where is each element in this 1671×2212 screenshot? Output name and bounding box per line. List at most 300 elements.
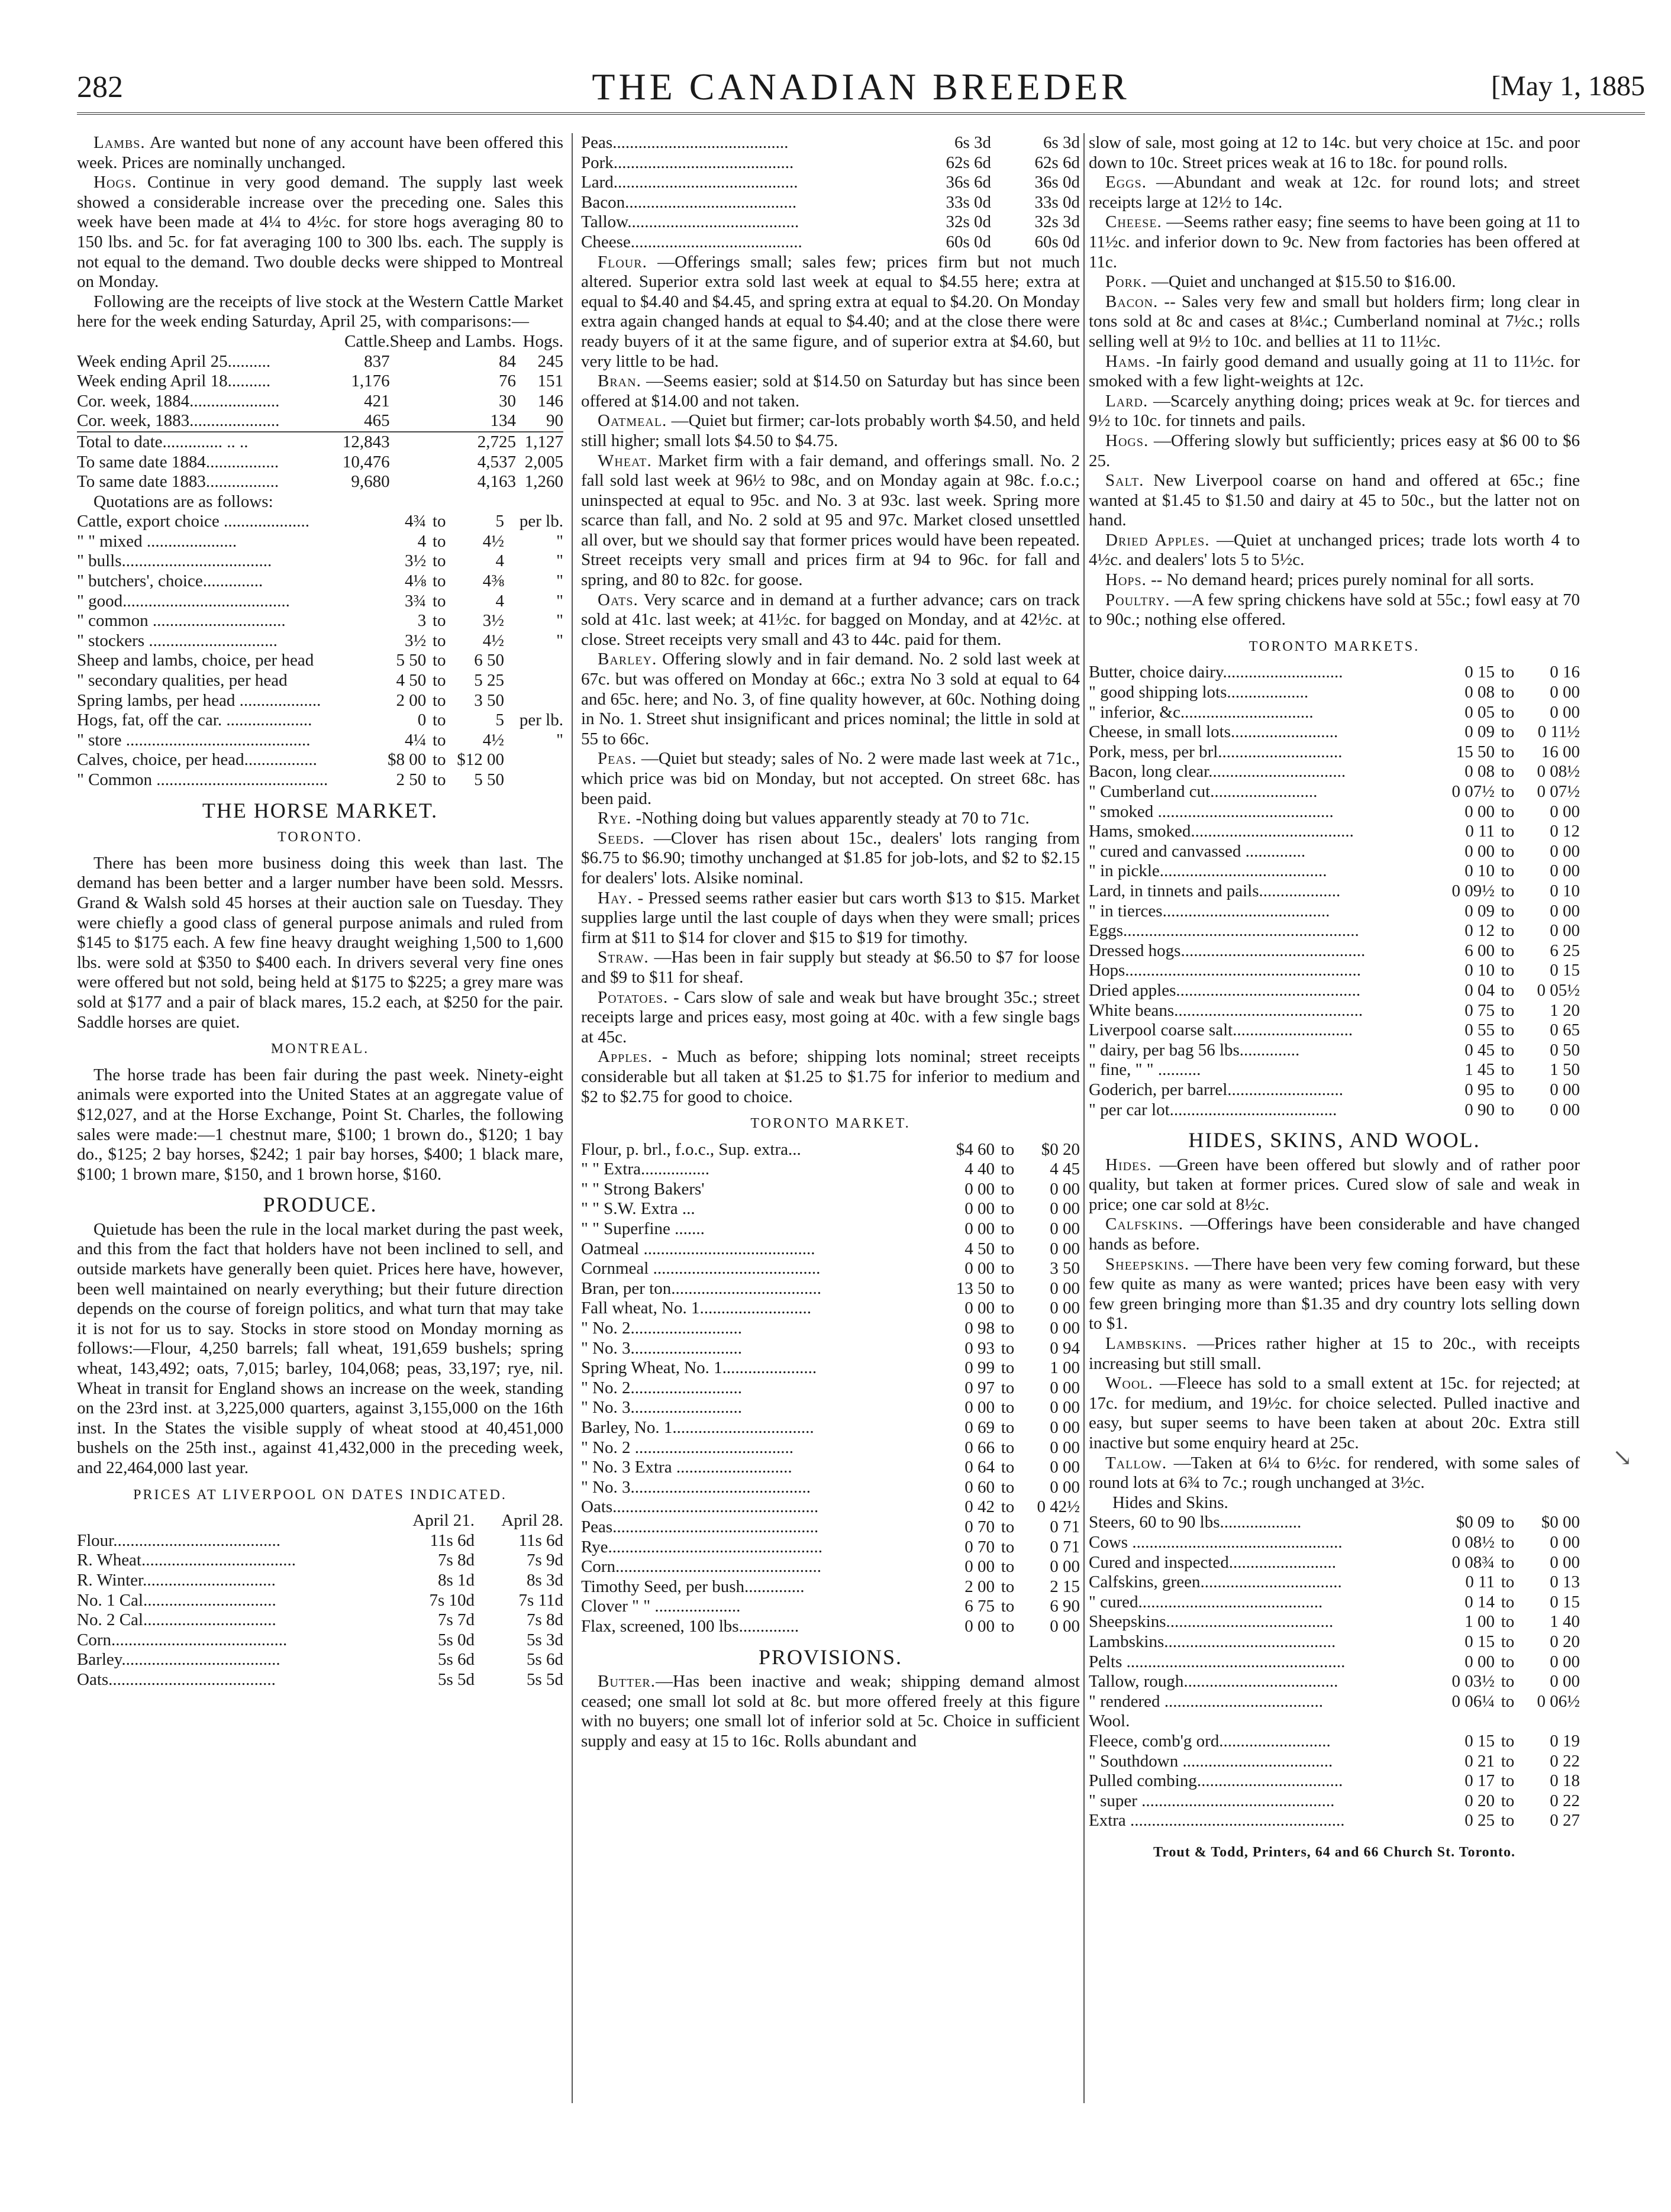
printer-imprint: Trout & Todd, Printers, 64 and 66 Church St. Toronto. xyxy=(1153,1844,1516,1860)
paragraph-text: —Seems easier; sold at $14.50 on Saturday but has since been offered at $14.00 and not taken. xyxy=(581,372,1080,411)
price-unit xyxy=(504,691,563,711)
paragraph-lead: Hay. xyxy=(598,888,633,908)
row-label: Spring Wheat, No. 1...................... xyxy=(581,1358,817,1378)
quotation-row xyxy=(77,671,563,691)
price-to: 0 00 xyxy=(1550,921,1580,941)
price-from: 0 97 xyxy=(964,1378,995,1397)
hogs-text: Continue in very good demand. The supply last week showed a considerable increase over the preceding one. Sales this week have been made at 4¼ to 4½c. for store hogs averaging 80 to 150 lbs. and 5c. for fat averaging 100 to 300 lbs. each. The supply is not equal to the demand. Two double decks were shipped to Montreal on Monday. xyxy=(77,173,564,292)
price-to: 1 20 xyxy=(1550,1000,1580,1020)
row-label: Fleece, comb'g ord.......................... xyxy=(1089,1731,1331,1751)
to-word: to xyxy=(432,631,446,650)
quotation-row xyxy=(77,551,563,571)
receipts-header-sheep: Sheep and Lambs. xyxy=(389,331,516,351)
price-to: 16 00 xyxy=(1541,742,1580,761)
paragraph-lead: Barley. xyxy=(598,650,657,669)
to-word: to xyxy=(1501,1672,1515,1691)
liverpool-row xyxy=(77,1531,563,1551)
wool-table xyxy=(1089,1732,1580,1831)
price-april28: 5s 6d xyxy=(526,1650,563,1670)
row-label: No. 1 Cal............................... xyxy=(77,1590,276,1610)
row-label: Corn......................................... xyxy=(77,1630,288,1649)
price-to: $12 00 xyxy=(457,750,504,770)
price-april21: 5s 6d xyxy=(437,1650,475,1670)
hides-row xyxy=(1089,1533,1580,1553)
row-label: Cattle, export choice .................... xyxy=(77,512,310,531)
paragraph-text: —A few spring chickens have sold at 55c.; fowl easy at 70 to 90c.; nothing else offered. xyxy=(1089,590,1580,629)
market-row xyxy=(1089,742,1580,763)
price-april21: 7s 7d xyxy=(437,1610,475,1630)
provisions-heading: PROVISIONS. xyxy=(758,1645,903,1669)
market-report-paragraph xyxy=(581,889,1080,948)
market-row xyxy=(581,1458,1080,1478)
market-report-paragraph xyxy=(581,590,1080,650)
row-label: Timothy Seed, per bush.............. xyxy=(581,1577,805,1596)
price-to: 0 00 xyxy=(1050,1557,1080,1577)
price-unit xyxy=(504,671,563,691)
price-to: 3½ xyxy=(482,611,504,631)
price-from: 0 06¼ xyxy=(1451,1691,1495,1711)
row-label: " store ........................................... xyxy=(77,730,311,750)
provisions-paragraph xyxy=(1089,173,1580,212)
receipts-row xyxy=(77,392,563,412)
column-3 xyxy=(1089,133,1580,1862)
price-from: 0 42 xyxy=(964,1497,995,1517)
price-from: 0 95 xyxy=(1464,1080,1495,1099)
price-to: 0 00 xyxy=(1050,1179,1080,1199)
market-row xyxy=(581,1219,1080,1239)
paragraph-lead: Wheat. xyxy=(598,451,652,470)
row-label: Cured and inspected......................... xyxy=(1089,1552,1337,1572)
row-label: Cor. week, 1884..................... xyxy=(77,391,280,411)
to-word: to xyxy=(1001,1517,1015,1536)
price-april28: 5s 5d xyxy=(526,1670,563,1689)
row-label: " super ............................................. xyxy=(1089,1791,1335,1810)
to-word: to xyxy=(1001,1398,1015,1417)
to-word: to xyxy=(1501,861,1515,881)
price-from: 2 00 xyxy=(964,1577,995,1596)
price-to: 5 xyxy=(495,711,504,730)
price-april21: 60s 0d xyxy=(946,232,991,251)
market-row xyxy=(581,1358,1080,1378)
column-divider-2 xyxy=(1083,133,1085,2103)
butter-text: —Has been inactive and weak; shipping demand almost ceased; one small lot sold at 8c. but more offered freely at this figure with no buyers; one small lot of inferior sold at 5c. Choice in sufficient supply and easy at 15 to 16c. Rolls abundant and xyxy=(581,1672,1080,1751)
hides-paragraph xyxy=(1089,1454,1580,1493)
to-word: to xyxy=(1001,1497,1015,1517)
paragraph-lead: Oatmeal. xyxy=(598,411,667,431)
masthead-title: THE CANADIAN BREEDER xyxy=(592,66,1130,108)
to-word: to xyxy=(1501,1691,1515,1711)
paragraph-lead: Straw. xyxy=(598,948,649,967)
market-row xyxy=(581,1180,1080,1200)
market-row xyxy=(581,1398,1080,1418)
liverpool-header-april28: April 28. xyxy=(501,1511,563,1530)
hides-row xyxy=(1089,1692,1580,1712)
price-unit xyxy=(504,750,563,770)
lambs-text: Are wanted but none of any account have been offered this week. Prices are nominally unchanged. xyxy=(77,133,564,172)
paragraph-text: —Quiet but steady; sales of No. 2 were made last week at 71c., which price was bid on Monday, but not accepted. On street 68c. has been paid. xyxy=(581,749,1080,808)
price-from: 0 99 xyxy=(964,1358,995,1378)
to-word: to xyxy=(1501,961,1515,980)
price-from: 4 40 xyxy=(964,1160,995,1179)
sheep-count: 134 xyxy=(490,411,516,431)
paragraph-lead: Calfskins. xyxy=(1105,1215,1184,1234)
paragraph-lead: Bran. xyxy=(598,372,641,391)
row-label: Flax, screened, 100 lbs.............. xyxy=(581,1616,799,1636)
price-from: 0 00 xyxy=(964,1219,995,1239)
to-word: to xyxy=(1001,1438,1015,1457)
liverpool-heading: PRICES AT LIVERPOOL ON DATES INDICATED. xyxy=(133,1487,507,1503)
row-label: Goderich, per barrel........................... xyxy=(1089,1080,1344,1099)
price-to: 0 15 xyxy=(1550,1592,1580,1612)
paragraph-text: —There have been very few coming forward, but these few quite as many as were wanted; prices have been easy with very few green bringing more than $1.35 and dry country lots selling down to $1. xyxy=(1089,1254,1580,1333)
butter-paragraph-continued: slow of sale, most going at 12 to 14c. but very choice at 15c. and poor down to 10c. Street prices weak at 16 to 18c. for pound rolls. xyxy=(1089,133,1580,172)
market-row xyxy=(1089,941,1580,961)
to-word: to xyxy=(432,512,446,531)
produce-paragraph: Quietude has been the rule in the local market during the past week, and this from the fact that holders have not been inclined to sell, and outside markets have generally been quiet. Prices here have, however, been well maintained on nearly everything; but their future direction depends on the course of foreign politics, and what turn that may take it is not for us to say. Stocks in store stood on Monday morning as follows:—Flour, 4,250 barrels; fall wheat, 191,659 bushels; spring wheat, 143,492; oats, 7,015; barley, 104,068; peas, 33,197; rye, nil. Wheat in transit for England shows an increase on the week, standing on the 23rd inst. at 3,225,000 quarters, against 3,155,000 on the 16th inst. In the States the visible supply of wheat stood at 40,451,000 bushels on the 25th inst., against 41,432,000 in the preceding week, and 22,464,000 last year. xyxy=(77,1219,563,1477)
receipts-header-row xyxy=(77,332,563,352)
row-label: Lard, in tinnets and pails................... xyxy=(1089,881,1341,900)
row-label: " bulls................................... xyxy=(77,551,272,571)
quotation-row xyxy=(77,691,563,711)
column-2 xyxy=(581,133,1080,1752)
row-label: R. Winter............................... xyxy=(77,1570,276,1590)
paragraph-text: -- Sales very few and small but holders firm; long clear in tons sold at 8c and cases at 8¼c.; Cumberland nominal at 7½c.; rolls selling well at 9½ to 10c. and bellies at 11 to 11½c. xyxy=(1089,292,1580,351)
price-to: 3 50 xyxy=(1050,1259,1080,1278)
sheep-count: 4,537 xyxy=(477,452,516,472)
price-to: 6 50 xyxy=(474,651,504,670)
hides-row xyxy=(1089,1652,1580,1672)
price-to: 0 22 xyxy=(1550,1751,1580,1771)
market-row xyxy=(1089,663,1580,683)
hogs-paragraph xyxy=(77,173,563,292)
row-label: Cheese........................................ xyxy=(581,232,802,251)
paragraph-lead: Pork. xyxy=(1105,272,1147,292)
row-label: " smoked ......................................... xyxy=(1089,802,1334,821)
price-to: 0 00 xyxy=(1550,901,1580,921)
paragraph-text: —Clover has risen about 15c., dealers' lots ranging from $6.75 to $6.90; timothy unchanged at $1.85 for job-lots, and $2 to $2.15 for dealers' lots. Alsike nominal. xyxy=(581,828,1080,887)
price-to: $0 00 xyxy=(1541,1513,1580,1532)
price-april28: 7s 9d xyxy=(526,1551,563,1570)
row-label: Barley, No. 1................................. xyxy=(581,1418,814,1437)
to-word: to xyxy=(432,611,446,631)
price-to: 0 15 xyxy=(1550,961,1580,980)
row-label: Sheep and lambs, choice, per head xyxy=(77,651,314,670)
row-label: " No. 3.......................... xyxy=(581,1338,743,1358)
row-label: " No. 2.......................... xyxy=(581,1378,743,1397)
market-report-paragraph xyxy=(581,451,1080,590)
price-to: 0 12 xyxy=(1550,822,1580,841)
price-from: 0 08 xyxy=(1464,762,1495,782)
to-word: to xyxy=(1501,1592,1515,1612)
row-label: " " Strong Bakers' xyxy=(581,1179,705,1199)
to-word: to xyxy=(432,711,446,730)
market-row xyxy=(581,1160,1080,1180)
sheep-count: 30 xyxy=(499,391,516,411)
price-from: 0 14 xyxy=(1464,1592,1495,1612)
hides-row xyxy=(1089,1572,1580,1593)
to-word: to xyxy=(1501,1771,1515,1791)
paragraph-lead: Cheese. xyxy=(1105,212,1162,232)
price-april21: 8s 1d xyxy=(437,1570,475,1590)
market-report-paragraph xyxy=(581,650,1080,749)
liverpool-row xyxy=(77,1630,563,1651)
price-from: 0 xyxy=(417,711,427,730)
price-april21: 5s 5d xyxy=(437,1670,475,1689)
to-word: to xyxy=(1001,1179,1015,1199)
to-word: to xyxy=(1001,1338,1015,1358)
row-label: Sheepskins....................................... xyxy=(1089,1612,1334,1632)
price-from: 0 21 xyxy=(1464,1751,1495,1771)
price-from: 0 25 xyxy=(1464,1811,1495,1830)
to-word: to xyxy=(432,551,446,571)
price-to: 0 00 xyxy=(1050,1378,1080,1397)
provisions-paragraph xyxy=(1089,471,1580,531)
row-label: " No. 3.......................... xyxy=(581,1398,743,1417)
toronto-horse-paragraph: There has been more business doing this week than last. The demand has been better and a larger number have been sold. Messrs. Grand & Walsh sold 45 horses at their auction sale on Tuesday. They were chiefly a good class of general purpose animals and ruled from $145 to $175 each. A few fine heavy draught weighing 1,500 to 1,600 lbs. were sold at $350 to $400 each. In drivers several very fine ones were offered but not sold, being held at $175 to $225; a grey mare was sold at $177 and a pair of black mares, 15.2 each, at $250 for the pair. Saddle horses are quiet. xyxy=(77,853,563,1032)
price-from: 0 00 xyxy=(1464,841,1495,861)
paragraph-lead: Sheepskins. xyxy=(1105,1254,1190,1274)
cattle-count: 10,476 xyxy=(342,452,390,472)
issue-date: [May 1, 1885 xyxy=(1491,70,1645,102)
liverpool-row xyxy=(581,232,1080,253)
grain-market-reports xyxy=(581,253,1080,1107)
receipts-header-hogs: Hogs. xyxy=(522,331,563,351)
to-word: to xyxy=(1001,1278,1015,1298)
wool-row xyxy=(1089,1732,1580,1752)
market-row xyxy=(581,1597,1080,1617)
price-to: 0 00 xyxy=(1550,1532,1580,1552)
row-label: " inferior, &c............................... xyxy=(1089,702,1314,722)
quotation-row xyxy=(77,651,563,671)
price-unit: " xyxy=(556,551,563,571)
price-from: 4¼ xyxy=(405,730,427,750)
wool-subheading: Wool. xyxy=(1089,1712,1130,1731)
price-from: 0 00 xyxy=(964,1199,995,1219)
to-word: to xyxy=(1501,1552,1515,1572)
liverpool-row xyxy=(581,133,1080,153)
price-from: 0 10 xyxy=(1464,861,1495,881)
paragraph-lead: Flour. xyxy=(598,252,647,272)
paragraph-lead: Salt. xyxy=(1105,471,1144,490)
receipts-header-cattle: Cattle. xyxy=(344,331,390,351)
price-april28: 7s 11d xyxy=(518,1590,563,1610)
paragraph-lead: Dried Apples. xyxy=(1105,530,1210,550)
butter-paragraph xyxy=(581,1672,1080,1751)
price-unit: per lb. xyxy=(519,711,563,730)
market-row xyxy=(581,1279,1080,1299)
market-row xyxy=(1089,802,1580,822)
paragraph-text: - Much as before; shipping lots nominal; street receipts considerable but all taken at $1.25 to $1.75 for inferior to medium and $2 to $2.75 for good to choice. xyxy=(581,1047,1080,1106)
price-from: 0 09 xyxy=(1464,901,1495,921)
row-label: Clover " " .................... xyxy=(581,1597,741,1616)
price-from: 13 50 xyxy=(956,1278,995,1298)
market-row xyxy=(581,1438,1080,1458)
price-to: 0 07½ xyxy=(1537,782,1580,801)
row-label: " Cumberland cut......................... xyxy=(1089,782,1318,801)
row-label: " No. 2 ..................................... xyxy=(581,1438,794,1457)
price-from: 4 xyxy=(417,531,427,551)
market-row xyxy=(581,1259,1080,1279)
market-row xyxy=(1089,881,1580,902)
provisions-paragraph xyxy=(1089,272,1580,292)
hides-row xyxy=(1089,1593,1580,1613)
market-row xyxy=(1089,1060,1580,1080)
to-word: to xyxy=(1501,1751,1515,1771)
market-row xyxy=(1089,683,1580,703)
price-april28: 33s 0d xyxy=(1034,192,1080,212)
to-word: to xyxy=(1001,1199,1015,1219)
price-to: 0 00 xyxy=(1050,1418,1080,1437)
to-word: to xyxy=(432,690,446,710)
price-unit: per lb. xyxy=(519,512,563,531)
price-april21: 7s 10d xyxy=(429,1590,475,1610)
toronto-markets-heading: TORONTO MARKETS. xyxy=(1249,638,1420,654)
row-label: " " S.W. Extra ... xyxy=(581,1199,695,1219)
hogs-count: 90 xyxy=(546,411,563,431)
page-number: 282 xyxy=(77,70,123,104)
market-row xyxy=(581,1577,1080,1597)
price-to: 0 06½ xyxy=(1537,1691,1580,1711)
price-to: 4 xyxy=(495,591,504,611)
price-from: 0 75 xyxy=(1464,1000,1495,1020)
market-report-paragraph xyxy=(581,1047,1080,1107)
market-report-paragraph xyxy=(581,829,1080,889)
quotation-row xyxy=(77,731,563,751)
paragraph-text: —Quiet and unchanged at $15.50 to $16.00. xyxy=(1151,272,1456,292)
cattle-count: 837 xyxy=(364,351,390,371)
price-from: 6 00 xyxy=(1464,941,1495,960)
market-row xyxy=(581,1418,1080,1438)
to-word: to xyxy=(1001,1418,1015,1437)
price-from: 0 00 xyxy=(964,1259,995,1278)
price-from: 4 50 xyxy=(964,1239,995,1258)
paragraph-lead: Hams. xyxy=(1105,351,1151,371)
market-row xyxy=(1089,1041,1580,1061)
hides-paragraph xyxy=(1089,1255,1580,1334)
hides-paragraph xyxy=(1089,1374,1580,1453)
row-label: Oatmeal ........................................ xyxy=(581,1239,815,1258)
liverpool-row xyxy=(581,212,1080,232)
price-from: 4⅛ xyxy=(405,571,427,591)
price-from: 0 09½ xyxy=(1451,881,1495,900)
price-from: 0 90 xyxy=(1464,1100,1495,1119)
market-row xyxy=(1089,902,1580,922)
cattle-count: 1,176 xyxy=(351,372,390,391)
totals-row xyxy=(77,453,563,473)
price-to: 6 25 xyxy=(1550,941,1580,960)
price-unit: " xyxy=(556,611,563,631)
hides-heading: HIDES, SKINS, AND WOOL. xyxy=(1188,1128,1480,1152)
liverpool-row xyxy=(77,1571,563,1591)
price-from: 6 75 xyxy=(964,1597,995,1616)
liverpool-row xyxy=(581,193,1080,213)
market-row xyxy=(1089,981,1580,1001)
paragraph-lead: Eggs. xyxy=(1105,173,1147,192)
price-april28: 5s 3d xyxy=(526,1630,563,1649)
provisions-paragraph xyxy=(1089,431,1580,471)
row-label: " cured and canvassed .............. xyxy=(1089,841,1306,861)
paragraph-text: - Cars slow of sale and weak but have brought 35c.; street receipts large and prices easy, most going at 40c. with a few single bags at 45c. xyxy=(581,987,1080,1047)
market-report-paragraph xyxy=(581,948,1080,987)
market-row xyxy=(581,1239,1080,1260)
row-label: Peas................................................ xyxy=(581,1517,819,1536)
to-word: to xyxy=(432,571,446,591)
row-label: Hogs, fat, off the car. .................... xyxy=(77,711,312,730)
to-word: to xyxy=(1501,1100,1515,1119)
provisions-paragraph xyxy=(1089,392,1580,431)
wool-row xyxy=(1089,1791,1580,1811)
row-label: " No. 3.......................................... xyxy=(581,1477,811,1497)
price-to: 4 xyxy=(495,551,504,571)
row-label: Cornmeal ....................................... xyxy=(581,1259,821,1278)
price-from: 0 45 xyxy=(1464,1040,1495,1060)
to-word: to xyxy=(1501,921,1515,941)
quotation-row xyxy=(77,611,563,631)
price-unit: " xyxy=(556,591,563,611)
hides-row xyxy=(1089,1513,1580,1533)
quotations-intro: Quotations are as follows: xyxy=(93,492,273,511)
price-to: 4½ xyxy=(482,531,504,551)
to-word: to xyxy=(1501,1612,1515,1632)
row-label: " dairy, per bag 56 lbs.............. xyxy=(1089,1040,1300,1060)
quotation-row xyxy=(77,571,563,592)
paragraph-text: New Liverpool coarse on hand and offered at 65c.; fine wanted at $1.45 to $1.50 and dairy at 45 to 50c., but the latter not on hand. xyxy=(1089,471,1580,530)
price-to: 0 00 xyxy=(1550,1552,1580,1572)
to-word: to xyxy=(1501,901,1515,921)
paragraph-text: —Offering slowly but sufficiently; prices easy at $6 00 to $6 25. xyxy=(1089,431,1580,470)
price-from: 3½ xyxy=(405,631,427,650)
price-april28: 7s 8d xyxy=(526,1610,563,1630)
price-to: 0 00 xyxy=(1550,702,1580,722)
row-label: Hops....................................................... xyxy=(1089,961,1361,980)
paragraph-text: -In fairly good demand and usually going at 11 to 11½c. for smoked with a few light-weights at 12c. xyxy=(1089,351,1580,391)
price-to: 0 05½ xyxy=(1537,980,1580,1000)
to-word: to xyxy=(1501,841,1515,861)
to-word: to xyxy=(1501,802,1515,821)
paragraph-lead: Peas. xyxy=(598,749,637,768)
market-row xyxy=(1089,1080,1580,1100)
row-label: Rye.................................................. xyxy=(581,1537,823,1557)
price-to: 0 13 xyxy=(1550,1572,1580,1592)
price-to: 1 40 xyxy=(1550,1612,1580,1632)
price-to: 0 00 xyxy=(1550,841,1580,861)
hides-row xyxy=(1089,1612,1580,1632)
hides-paragraph xyxy=(1089,1334,1580,1374)
hogs-count: 2,005 xyxy=(524,452,563,472)
row-label: " in tierces....................................... xyxy=(1089,901,1330,921)
lambs-lead: Lambs. xyxy=(93,133,146,152)
wool-row xyxy=(1089,1811,1580,1831)
hogs-count: 151 xyxy=(537,372,563,391)
sheep-count: 84 xyxy=(499,351,516,371)
price-from: 3 xyxy=(417,611,427,631)
price-from: 0 09 xyxy=(1464,722,1495,742)
price-from: 0 00 xyxy=(1464,802,1495,821)
price-from: 0 05 xyxy=(1464,702,1495,722)
paragraph-lead: Lambskins. xyxy=(1105,1334,1188,1354)
paragraph-text: —Has been in fair supply but steady at $6.50 to $7 for loose and $9 to $11 for sheaf. xyxy=(581,948,1080,987)
row-label: To same date 1883................. xyxy=(77,472,279,492)
to-word: to xyxy=(1501,663,1515,682)
paragraph-text: —Taken at 6¼ to 6½c. for rendered, with some sales of round lots at 6¾ to 7c.; rough unchanged at 3½c. xyxy=(1089,1453,1580,1493)
row-label: " butchers', choice.............. xyxy=(77,571,263,591)
to-word: to xyxy=(1001,1139,1015,1159)
price-from: 0 11 xyxy=(1465,822,1495,841)
price-to: 0 50 xyxy=(1550,1040,1580,1060)
market-row xyxy=(581,1497,1080,1517)
price-to: 4½ xyxy=(482,730,504,750)
price-to: 0 00 xyxy=(1050,1199,1080,1219)
